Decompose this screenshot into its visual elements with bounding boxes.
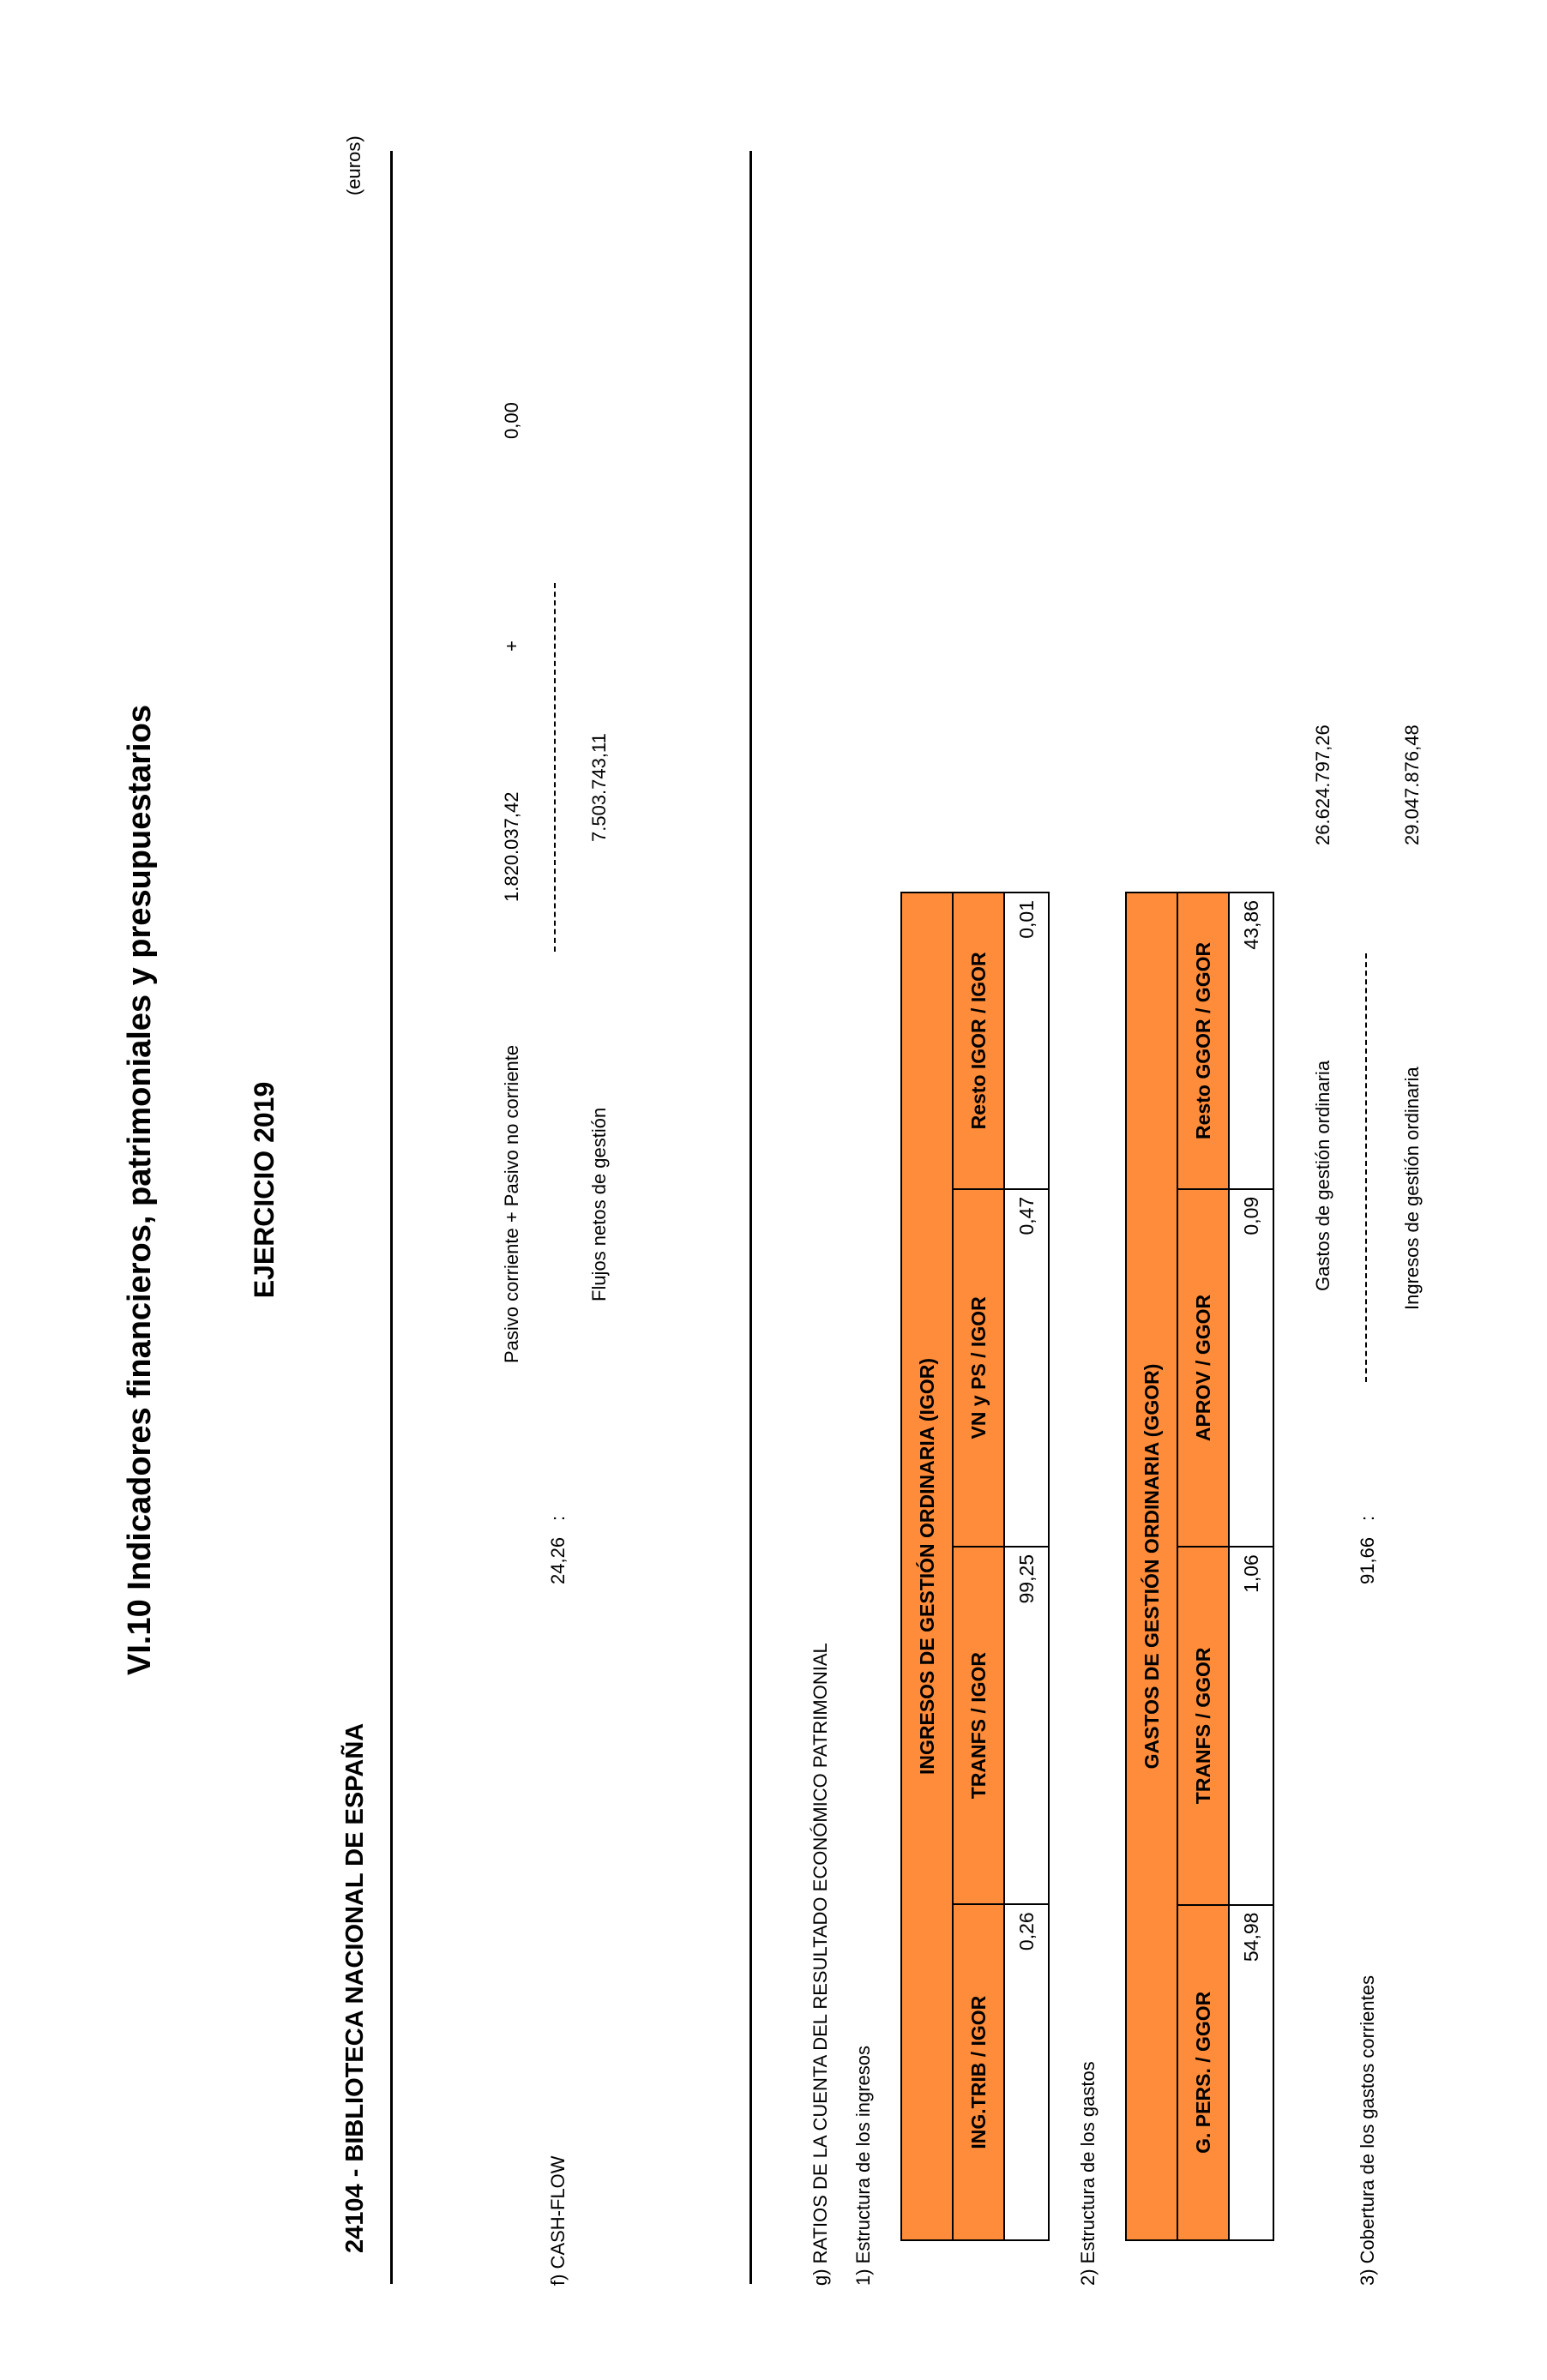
cashflow-denominator-label: Flujos netos de gestión — [588, 1107, 610, 1301]
ingresos-label: 1) Estructura de los ingresos — [852, 2045, 874, 2286]
ratios-heading: g) RATIOS DE LA CUENTA DEL RESULTADO ECONÓMICO PATRIMONIAL — [810, 1643, 831, 2286]
gastos-val-gpers: 54,98 — [1229, 1905, 1273, 2240]
cashflow-numerator-label: Pasivo corriente + Pasivo no corriente — [501, 1044, 522, 1363]
entity-name: 24104 - BIBLIOTECA NACIONAL DE ESPAÑA — [341, 1722, 369, 2253]
cashflow-fraction-line — [554, 583, 556, 952]
gastos-val-aprov: 0,09 — [1229, 1189, 1273, 1547]
cashflow-plus: + — [501, 640, 522, 652]
cobertura-numerator-label: Gastos de gestión ordinaria — [1312, 1060, 1333, 1291]
ingresos-col-vnps: VN y PS / IGOR — [953, 1189, 1004, 1547]
section-rule — [749, 151, 752, 2284]
gastos-col-aprov: APROV / GGOR — [1177, 1189, 1229, 1547]
cobertura-denominator-value: 29.047.876,48 — [1401, 724, 1423, 845]
ingresos-val-vnps: 0,47 — [1004, 1189, 1049, 1547]
ingresos-col-resto: Resto IGOR / IGOR — [953, 892, 1004, 1189]
gastos-val-resto: 43,86 — [1229, 892, 1273, 1189]
ingresos-col-ingtrib: ING.TRIB / IGOR — [953, 1904, 1004, 2240]
ingresos-table — [900, 892, 1050, 2241]
cobertura-label: 3) Cobertura de los gastos corrientes — [1357, 1975, 1378, 2286]
gastos-table-title: GASTOS DE GESTIÓN ORDINARIA (GGOR) — [1126, 892, 1177, 2240]
gastos-label: 2) Estructura de los gastos — [1077, 2061, 1099, 2286]
top-rule — [390, 151, 393, 2284]
gastos-table — [1125, 892, 1274, 2241]
cobertura-value: 91,66 — [1357, 1536, 1378, 1584]
ingresos-val-resto: 0,01 — [1004, 892, 1049, 1189]
ingresos-val-ingtrib: 0,26 — [1004, 1904, 1049, 2240]
cashflow-denominator-value: 7.503.743,11 — [588, 733, 610, 842]
cashflow-value: 24,26 — [547, 1536, 569, 1584]
cashflow-numerator-value: 1.820.037,42 — [501, 791, 522, 902]
ingresos-table-title: INGRESOS DE GESTIÓN ORDINARIA (IGOR) — [901, 892, 953, 2240]
gastos-col-resto: Resto GGOR / GGOR — [1177, 892, 1229, 1189]
ingresos-val-tranfs: 99,25 — [1004, 1547, 1049, 1904]
cashflow-colon: : — [547, 1515, 569, 1521]
ejercicio-label: EJERCICIO 2019 — [249, 1081, 280, 1299]
cashflow-label: f) CASH-FLOW — [547, 2155, 569, 2286]
gastos-col-gpers: G. PERS. / GGOR — [1177, 1905, 1229, 2240]
cobertura-fraction-line — [1365, 953, 1367, 1382]
cashflow-numerator-value2: 0,00 — [501, 402, 522, 439]
cobertura-denominator-label: Ingresos de gestión ordinaria — [1401, 1067, 1423, 1310]
gastos-col-tranfs: TRANFS / GGOR — [1177, 1547, 1229, 1904]
page-title: VI.10 Indicadores financieros, patrimoniales y presupuestarios — [122, 705, 158, 1675]
cobertura-colon: : — [1357, 1515, 1378, 1521]
gastos-val-tranfs: 1,06 — [1229, 1547, 1273, 1904]
ingresos-col-tranfs: TRANFS / IGOR — [953, 1547, 1004, 1904]
cobertura-numerator-value: 26.624.797,26 — [1312, 724, 1333, 845]
units-label: (euros) — [343, 135, 364, 195]
